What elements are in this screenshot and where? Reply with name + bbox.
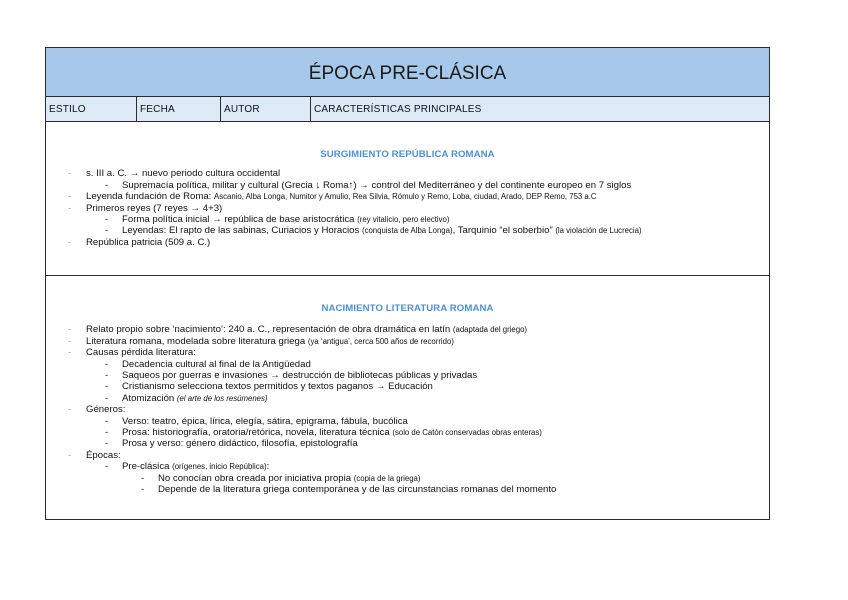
page-title: ÉPOCA PRE-CLÁSICA: [46, 48, 769, 97]
list-item: - Causas pérdida literatura:: [46, 347, 769, 358]
list-item: - Depende de la literatura griega contemporánea y de las circunstancias romanas del momento: [46, 484, 769, 495]
list-item: - Forma política inicial → república de base aristocrática (rey vitalicio, pero electivo): [46, 214, 769, 225]
list-item: - Prosa y verso: género didáctico, filosofía, epistolografía: [46, 438, 769, 449]
list-item: - Relato propio sobre ‘nacimiento’: 240 a. C., representación de obra dramática en latín (adaptada del griego): [46, 324, 769, 335]
header-autor: AUTOR: [221, 97, 311, 121]
header-estilo: ESTILO: [46, 97, 137, 121]
list-item: - Cristianismo selecciona textos permitidos y textos paganos → Educación: [46, 381, 769, 392]
header-fecha: FECHA: [137, 97, 221, 121]
list-item: - Saqueos por guerras e invasiones → destrucción de bibliotecas públicas y privadas: [46, 370, 769, 381]
list-item: - Pre-clásica (orígenes, inicio República):: [46, 461, 769, 472]
section-heading: SURGIMIENTO REPÚBLICA ROMANA: [320, 149, 495, 160]
table-header-row: [46, 97, 769, 122]
section-surgimiento: [46, 122, 769, 276]
list-item: - Épocas:: [46, 450, 769, 461]
list-item: - República patricia (509 a. C.): [46, 237, 769, 248]
list-item: - Leyendas: El rapto de las sabinas, Curiacios y Horacios (conquista de Alba Longa), Tarquinio “el soberbio” (la violación de Lucrecia): [46, 225, 769, 236]
section-heading: NACIMIENTO LITERATURA ROMANA: [321, 303, 494, 314]
list-item: - No conocían obra creada por iniciativa propia (copia de la griega): [46, 473, 769, 484]
list-item: - Primeros reyes (7 reyes → 4+3): [46, 203, 769, 214]
list-item: - Géneros:: [46, 404, 769, 415]
document-table: [45, 47, 770, 520]
list-item: - s. III a. C. → nuevo periodo cultura occidental: [46, 168, 769, 179]
list-item: - Atomización (el arte de los resúmenes): [46, 393, 769, 404]
list-item: - Decadencia cultural al final de la Antigüedad: [46, 359, 769, 370]
header-caracteristicas: CARACTERÍSTICAS PRINCIPALES: [314, 103, 482, 115]
list-item: - Leyenda fundación de Roma: Ascanio, Alba Longa, Numitor y Amulio, Rea Silvia, Rómulo y Remo, Loba, ciudad, Arado, DEP Remo, 753 a.C: [46, 191, 769, 202]
list-item: - Literatura romana, modelada sobre literatura griega (ya ‘antigua’, cerca 500 años de recorrido): [46, 336, 769, 347]
list-item: - Supremacía política, militar y cultural (Grecia ↓ Roma↑) → control del Mediterráneo y del continente europeo en 7 siglos: [46, 180, 769, 191]
section-nacimiento: [46, 276, 769, 519]
list-item: - Verso: teatro, épica, lírica, elegía, sátira, epigrama, fábula, bucólica: [46, 416, 769, 427]
list-item: - Prosa: historiografía, oratoria/retórica, novela, literatura técnica (solo de Catón conservadas obras enteras): [46, 427, 769, 438]
